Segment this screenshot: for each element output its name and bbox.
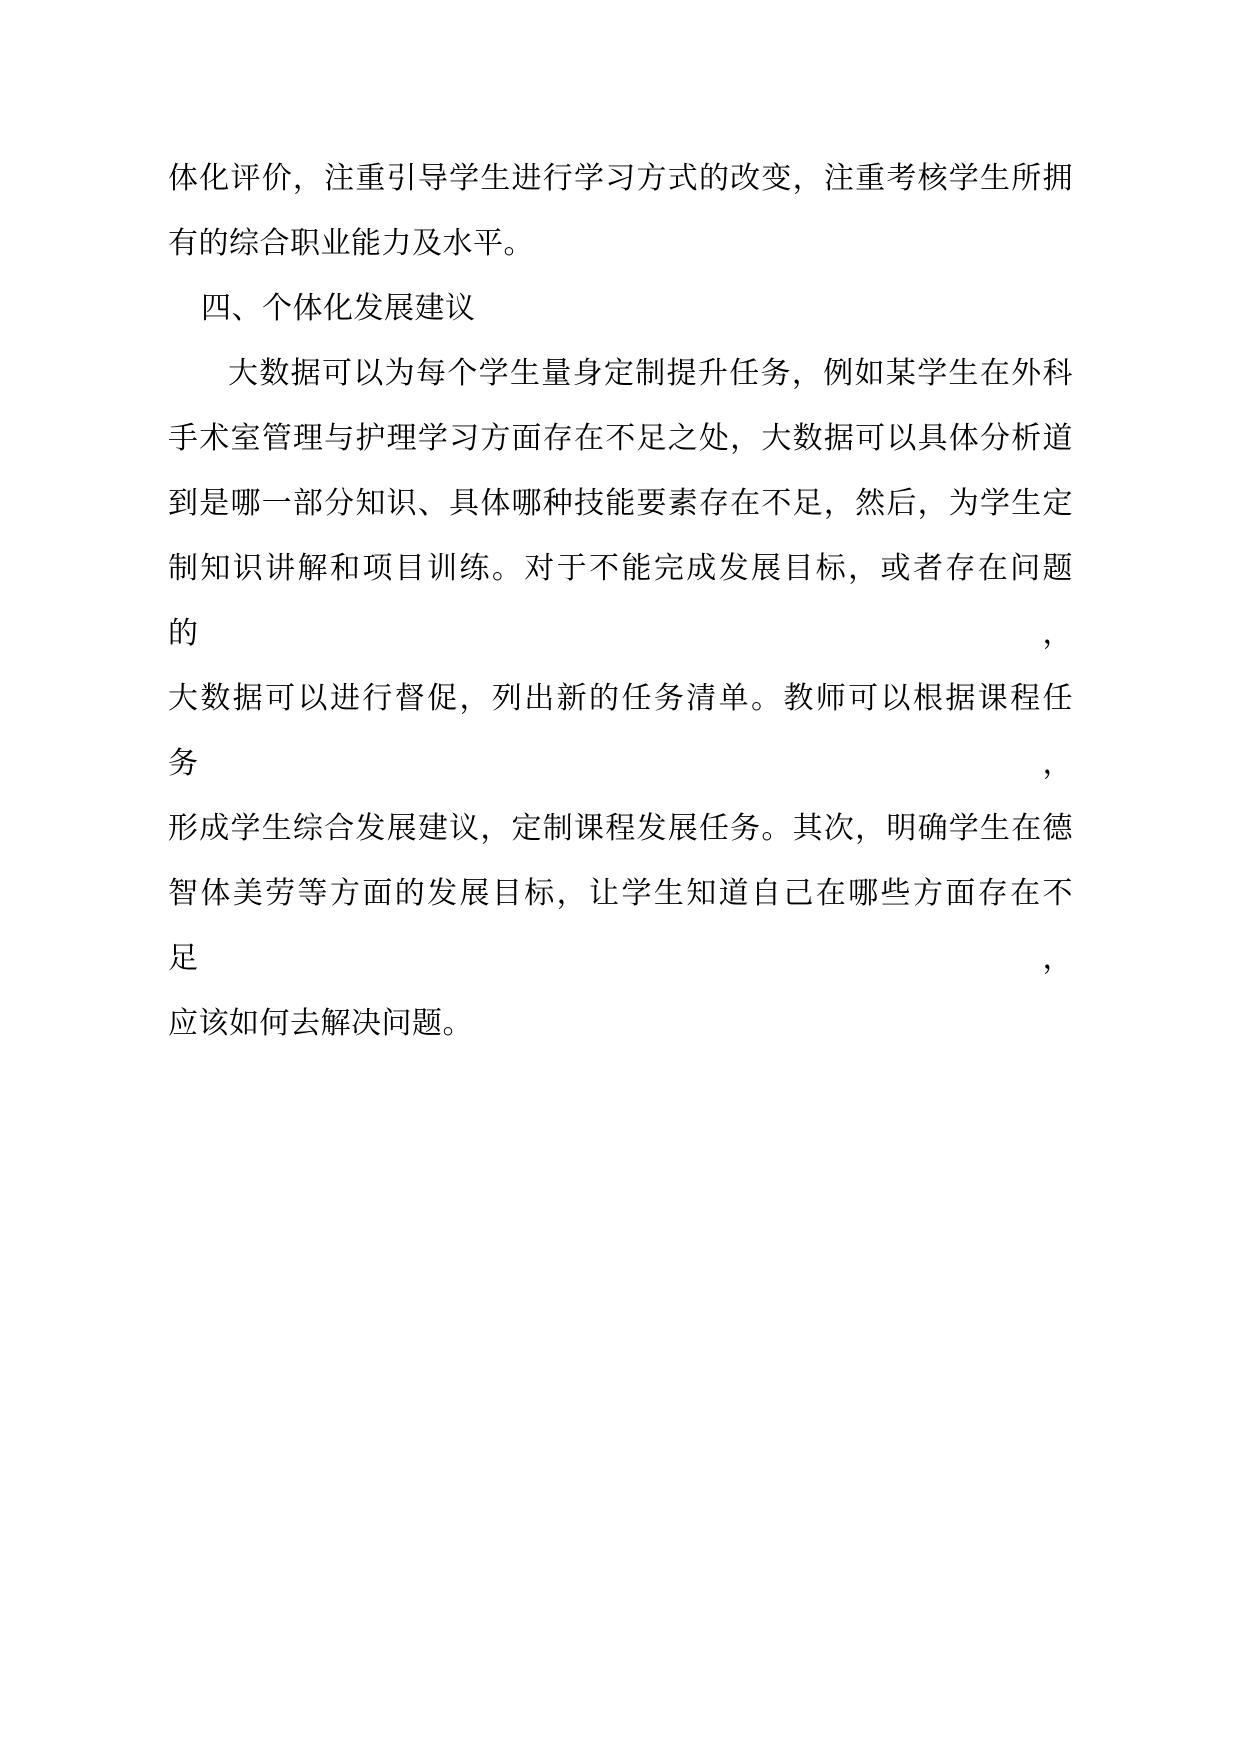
document-text-block <box>168 146 1073 1056</box>
text-line: 应该如何去解决问题。 <box>168 1007 473 1040</box>
text-line: 有的综合职业能力及水平。 <box>168 227 534 260</box>
text-line: 体化评价，注重引导学生进行学习方式的改变，注重考核学生所拥 <box>168 162 1073 195</box>
text-line: 大数据可以进行督促，列出新的任务清单。教师可以根据课程任务， <box>168 682 1073 780</box>
text-line: 形成学生综合发展建议，定制课程发展任务。其次，明确学生在德 <box>168 812 1073 845</box>
text-line: 制知识讲解和项目训练。对于不能完成发展目标，或者存在问题的， <box>168 552 1073 650</box>
text-line: 到是哪一部分知识、具体哪种技能要素存在不足，然后，为学生定 <box>168 487 1073 520</box>
section-heading: 四、个体化发展建议 <box>201 292 476 325</box>
text-line: 大数据可以为每个学生量身定制提升任务，例如某学生在外科 <box>228 357 1073 390</box>
text-line: 智体美劳等方面的发展目标，让学生知道自己在哪些方面存在不足， <box>168 877 1073 975</box>
text-line: 手术室管理与护理学习方面存在不足之处，大数据可以具体分析道 <box>168 422 1073 455</box>
